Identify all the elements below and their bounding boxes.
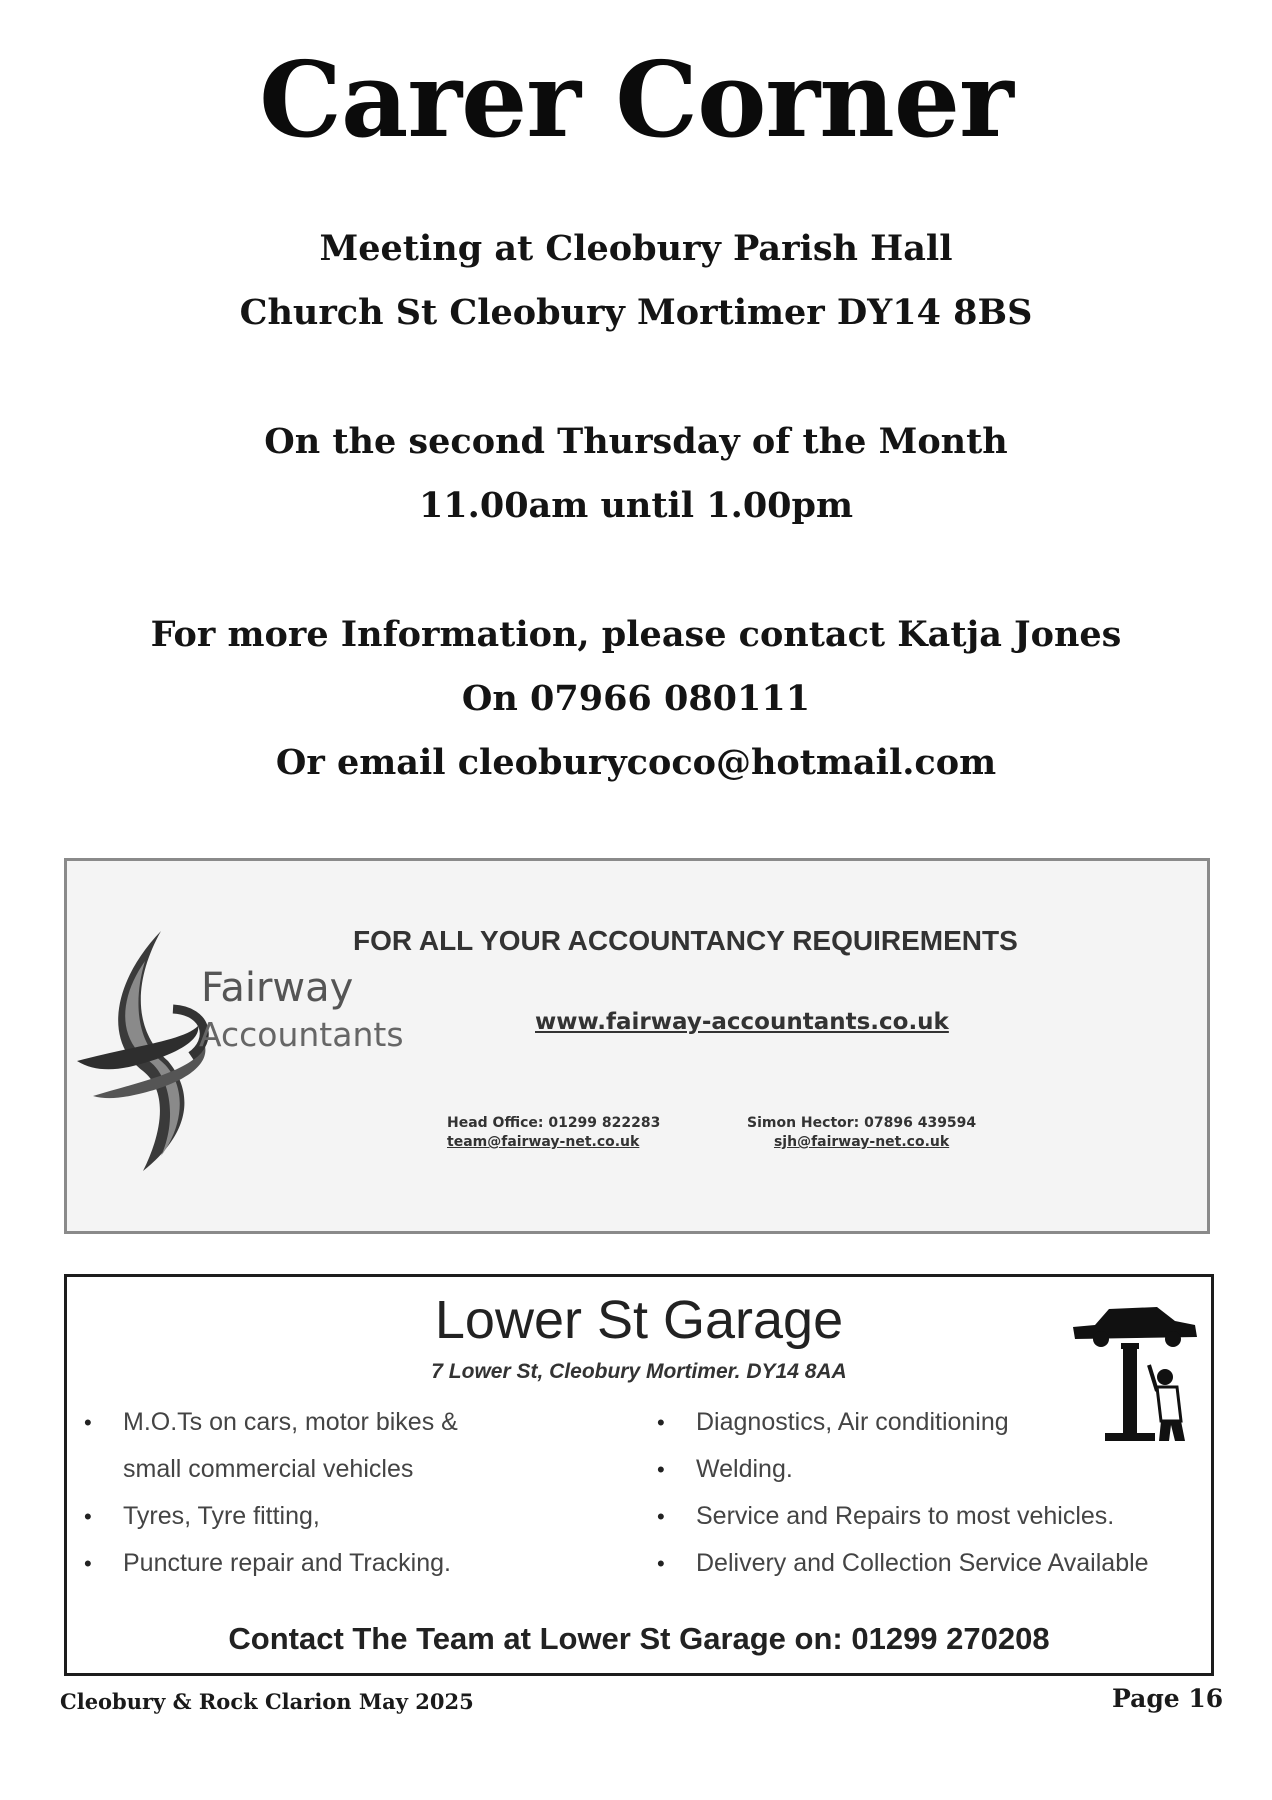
fairway-headline: FOR ALL YOUR ACCOUNTANCY REQUIREMENTS xyxy=(353,925,1018,956)
garage-contact: Contact The Team at Lower St Garage on: 01299 270208 xyxy=(228,1621,1050,1656)
simon-hector-email-link[interactable]: sjh@fairway-net.co.uk xyxy=(773,1134,950,1150)
meeting-time: 11.00am until 1.00pm xyxy=(418,485,854,526)
list-item: • Diagnostics, Air conditioning xyxy=(657,1408,1009,1436)
list-item: • M.O.Ts on cars, motor bikes & xyxy=(84,1408,458,1436)
fairway-logo-subtitle: Accountants xyxy=(199,1015,404,1054)
list-item: small commercial vehicles xyxy=(123,1455,414,1483)
list-item: • Welding. xyxy=(657,1455,793,1483)
head-office-phone: Head Office: 01299 822283 xyxy=(447,1115,661,1131)
contact-info: For more Information, please contact Katja Jones xyxy=(150,614,1122,655)
meeting-schedule: On the second Thursday of the Month xyxy=(264,421,1008,462)
garage-services-left xyxy=(79,1399,458,1587)
meeting-venue: Meeting at Cleobury Parish Hall xyxy=(319,228,953,269)
list-item: • Delivery and Collection Service Available xyxy=(657,1549,1149,1577)
garage-services-right xyxy=(652,1399,1149,1587)
page-number: Page 16 xyxy=(1112,1684,1224,1713)
fairway-logo-name: Fairway xyxy=(201,965,354,1011)
list-item: • Service and Repairs to most vehicles. xyxy=(657,1502,1115,1530)
fairway-head-office xyxy=(447,1115,660,1150)
head-office-email-link[interactable]: team@fairway-net.co.uk xyxy=(447,1134,640,1150)
lower-st-garage-advert xyxy=(64,1274,1214,1676)
list-item: • Tyres, Tyre fitting, xyxy=(84,1502,320,1530)
page-title: Carer Corner xyxy=(259,38,1013,161)
meeting-address: Church St Cleobury Mortimer DY14 8BS xyxy=(239,292,1033,333)
fairway-simon-hector xyxy=(747,1115,976,1150)
garage-name: Lower St Garage xyxy=(434,1290,844,1350)
fairway-website-link[interactable]: www.fairway-accountants.co.uk xyxy=(535,1009,949,1035)
contact-phone: On 07966 080111 xyxy=(461,678,811,719)
simon-hector-phone: Simon Hector: 07896 439594 xyxy=(747,1115,977,1131)
fairway-accountants-advert xyxy=(64,858,1210,1234)
list-item: • Puncture repair and Tracking. xyxy=(84,1549,451,1577)
publication-footer: Cleobury & Rock Clarion May 2025 xyxy=(60,1689,474,1714)
garage-address: 7 Lower St, Cleobury Mortimer. DY14 8AA xyxy=(431,1360,847,1383)
contact-email: Or email cleoburycoco@hotmail.com xyxy=(275,742,997,783)
